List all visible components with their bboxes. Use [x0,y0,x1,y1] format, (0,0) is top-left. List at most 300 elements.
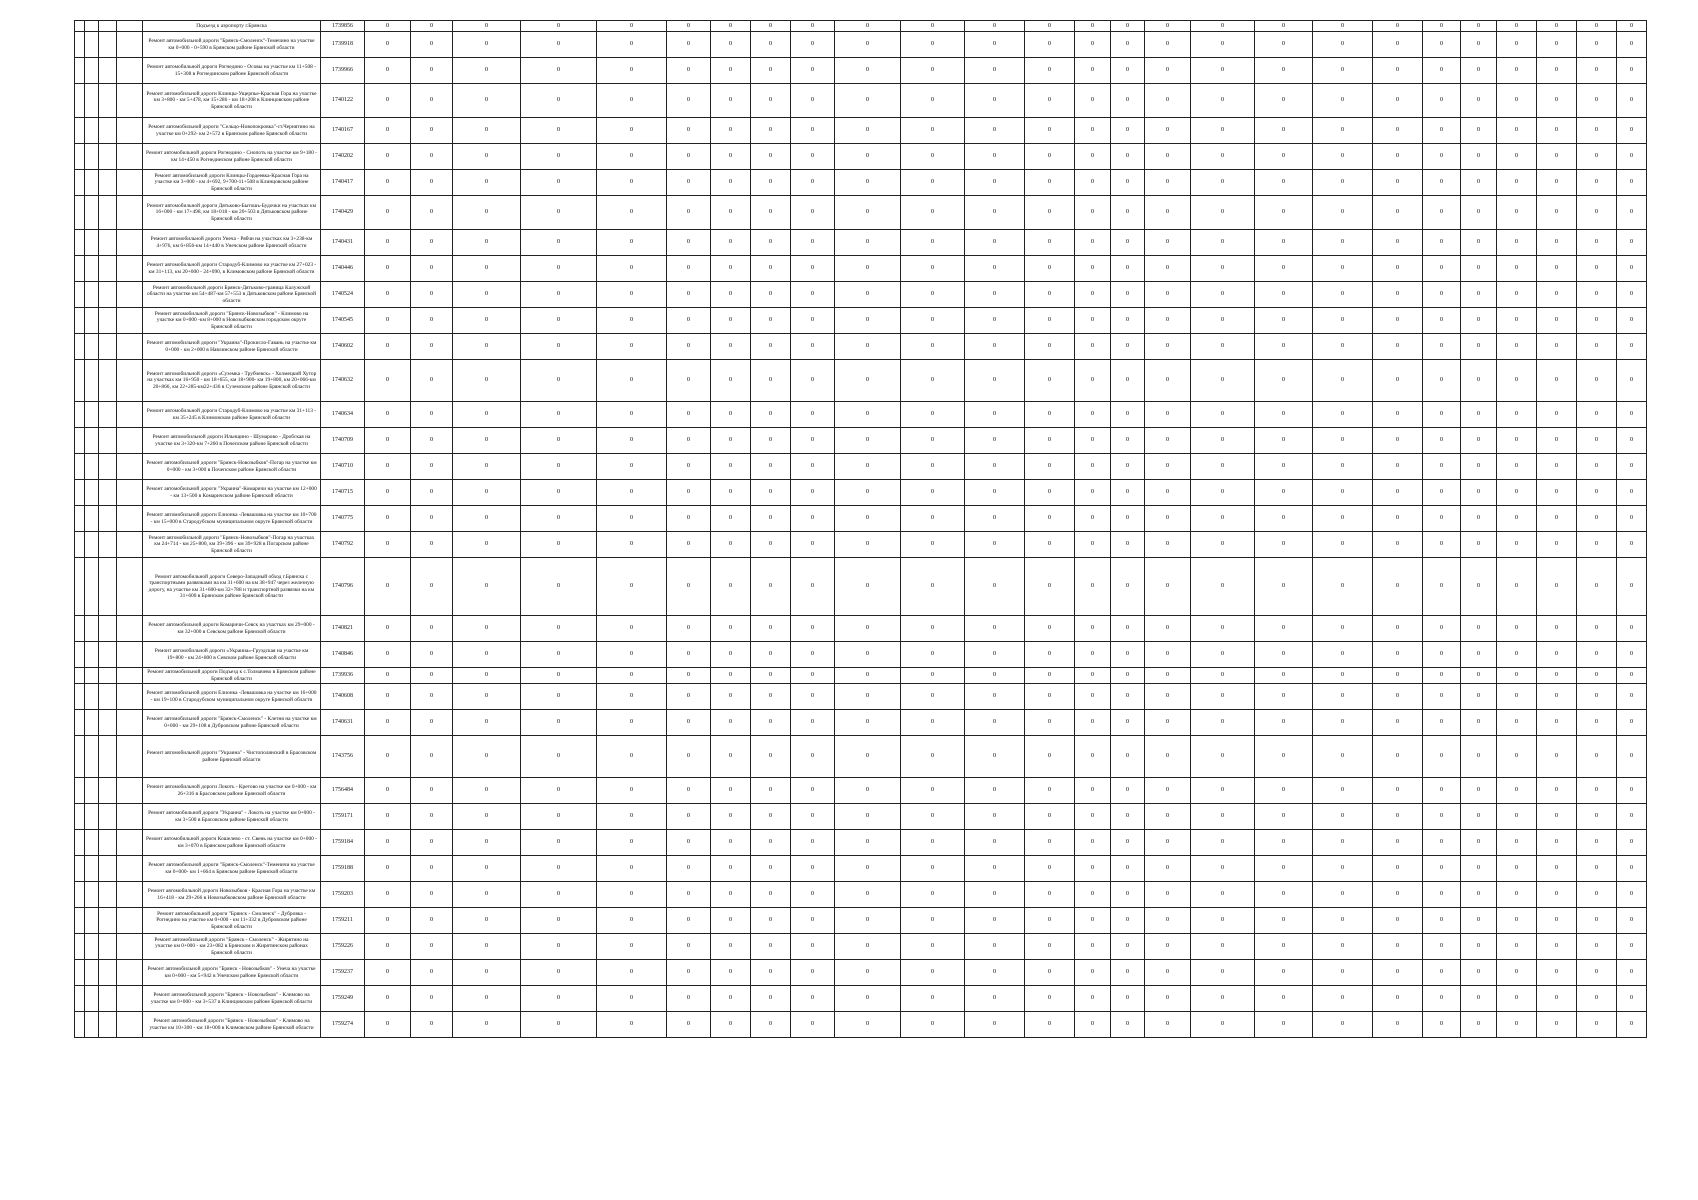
value-cell: 0 [901,230,965,256]
value-cell: 0 [597,908,667,934]
empty-cell [99,170,117,196]
empty-cell [117,118,143,144]
value-cell: 0 [1497,196,1537,230]
value-cell: 0 [1577,402,1617,428]
value-cell: 0 [1617,960,1647,986]
value-cell: 0 [1617,360,1647,402]
value-cell: 0 [1537,830,1577,856]
value-cell: 0 [1255,830,1313,856]
empty-cell [85,360,99,402]
value-cell: 0 [791,934,835,960]
value-cell: 0 [835,196,901,230]
value-cell: 0 [1423,668,1461,684]
value-cell: 0 [1313,428,1373,454]
object-code-cell: 1759226 [321,934,365,960]
value-cell: 0 [1423,558,1461,616]
value-cell: 0 [1577,230,1617,256]
value-cell: 0 [1497,256,1537,282]
empty-cell [85,684,99,710]
object-code-cell: 1759188 [321,856,365,882]
value-cell: 0 [1461,334,1497,360]
value-cell: 0 [791,402,835,428]
value-cell: 0 [1577,642,1617,668]
value-cell: 0 [1255,710,1313,736]
value-cell: 0 [1025,360,1075,402]
value-cell: 0 [1373,360,1423,402]
value-cell: 0 [1145,118,1191,144]
value-cell: 0 [965,230,1025,256]
value-cell: 0 [901,710,965,736]
value-cell: 0 [667,334,711,360]
value-cell: 0 [1075,668,1111,684]
object-code-cell: 1740122 [321,84,365,118]
value-cell: 0 [1617,402,1647,428]
value-cell: 0 [1111,986,1145,1012]
value-cell: 0 [1313,778,1373,804]
value-cell: 0 [1075,642,1111,668]
value-cell: 0 [1497,1012,1537,1038]
value-cell: 0 [667,934,711,960]
value-cell: 0 [1075,1012,1111,1038]
road-description-cell: Ремонт автомобильной дороги "Брянск-Новозыбков"-Погар на участке км 0+000 - км 3+000 в Почепском районе Брянской области [143,454,321,480]
value-cell: 0 [365,710,411,736]
value-cell: 0 [365,84,411,118]
value-cell: 0 [453,856,521,882]
value-cell: 0 [1255,986,1313,1012]
value-cell: 0 [1461,21,1497,32]
value-cell: 0 [901,804,965,830]
value-cell: 0 [1537,616,1577,642]
value-cell: 0 [1255,256,1313,282]
value-cell: 0 [597,428,667,454]
value-cell: 0 [791,308,835,334]
value-cell: 0 [1025,170,1075,196]
value-cell: 0 [1537,256,1577,282]
value-cell: 0 [1617,282,1647,308]
road-description-cell: Подъезд к аэропорту г.Брянска [143,21,321,32]
empty-cell [99,934,117,960]
value-cell: 0 [711,1012,751,1038]
value-cell: 0 [1373,118,1423,144]
value-cell: 0 [521,778,597,804]
value-cell: 0 [835,58,901,84]
empty-cell [99,684,117,710]
value-cell: 0 [835,454,901,480]
value-cell: 0 [1191,84,1255,118]
value-cell: 0 [1145,934,1191,960]
value-cell: 0 [791,778,835,804]
value-cell: 0 [1423,830,1461,856]
value-cell: 0 [1255,642,1313,668]
value-cell: 0 [1373,882,1423,908]
value-cell: 0 [835,84,901,118]
object-code-cell: 1740775 [321,506,365,532]
value-cell: 0 [1617,778,1647,804]
value-cell: 0 [521,454,597,480]
value-cell: 0 [1111,256,1145,282]
value-cell: 0 [1313,882,1373,908]
value-cell: 0 [1497,778,1537,804]
table-row [75,710,1647,736]
value-cell: 0 [1255,21,1313,32]
value-cell: 0 [411,84,453,118]
value-cell: 0 [1255,428,1313,454]
value-cell: 0 [1577,960,1617,986]
value-cell: 0 [1145,710,1191,736]
value-cell: 0 [1497,480,1537,506]
value-cell: 0 [667,882,711,908]
object-code-cell: 1756484 [321,778,365,804]
value-cell: 0 [1075,84,1111,118]
value-cell: 0 [1617,532,1647,558]
value-cell: 0 [1373,256,1423,282]
value-cell: 0 [1255,454,1313,480]
table-row [75,506,1647,532]
table-row [75,230,1647,256]
value-cell: 0 [1461,960,1497,986]
value-cell: 0 [1191,454,1255,480]
value-cell: 0 [1191,710,1255,736]
value-cell: 0 [1373,334,1423,360]
value-cell: 0 [365,642,411,668]
value-cell: 0 [751,454,791,480]
value-cell: 0 [411,882,453,908]
value-cell: 0 [521,144,597,170]
value-cell: 0 [1373,480,1423,506]
value-cell: 0 [835,616,901,642]
value-cell: 0 [521,856,597,882]
value-cell: 0 [711,856,751,882]
empty-cell [85,118,99,144]
value-cell: 0 [1577,170,1617,196]
value-cell: 0 [1191,360,1255,402]
value-cell: 0 [1255,32,1313,58]
value-cell: 0 [751,506,791,532]
empty-cell [117,428,143,454]
value-cell: 0 [901,454,965,480]
value-cell: 0 [411,334,453,360]
value-cell: 0 [365,118,411,144]
value-cell: 0 [901,856,965,882]
value-cell: 0 [1255,684,1313,710]
value-cell: 0 [453,882,521,908]
empty-cell [117,230,143,256]
value-cell: 0 [1191,21,1255,32]
value-cell: 0 [1373,736,1423,778]
value-cell: 0 [411,804,453,830]
value-cell: 0 [751,908,791,934]
empty-cell [85,32,99,58]
value-cell: 0 [411,454,453,480]
empty-cell [75,282,85,308]
value-cell: 0 [711,532,751,558]
value-cell: 0 [1497,616,1537,642]
value-cell: 0 [1255,196,1313,230]
value-cell: 0 [965,642,1025,668]
value-cell: 0 [791,616,835,642]
empty-cell [99,642,117,668]
value-cell: 0 [835,480,901,506]
value-cell: 0 [411,934,453,960]
value-cell: 0 [453,428,521,454]
value-cell: 0 [1461,32,1497,58]
value-cell: 0 [1111,684,1145,710]
value-cell: 0 [521,428,597,454]
value-cell: 0 [411,668,453,684]
empty-cell [85,58,99,84]
value-cell: 0 [1025,668,1075,684]
value-cell: 0 [1373,196,1423,230]
value-cell: 0 [521,84,597,118]
value-cell: 0 [1075,402,1111,428]
value-cell: 0 [1111,282,1145,308]
value-cell: 0 [1423,882,1461,908]
value-cell: 0 [1025,804,1075,830]
value-cell: 0 [791,480,835,506]
value-cell: 0 [965,1012,1025,1038]
value-cell: 0 [901,428,965,454]
value-cell: 0 [1025,908,1075,934]
value-cell: 0 [835,21,901,32]
value-cell: 0 [1617,230,1647,256]
value-cell: 0 [1577,778,1617,804]
value-cell: 0 [1075,532,1111,558]
value-cell: 0 [1617,334,1647,360]
empty-cell [85,84,99,118]
value-cell: 0 [597,804,667,830]
value-cell: 0 [667,428,711,454]
value-cell: 0 [1373,642,1423,668]
value-cell: 0 [1025,882,1075,908]
value-cell: 0 [1577,1012,1617,1038]
empty-cell [117,21,143,32]
value-cell: 0 [1423,642,1461,668]
table-row [75,804,1647,830]
value-cell: 0 [411,428,453,454]
value-cell: 0 [1313,118,1373,144]
value-cell: 0 [1497,934,1537,960]
value-cell: 0 [1145,736,1191,778]
value-cell: 0 [1373,934,1423,960]
value-cell: 0 [453,908,521,934]
value-cell: 0 [1025,736,1075,778]
empty-cell [75,454,85,480]
object-code-cell: 1759237 [321,960,365,986]
value-cell: 0 [411,308,453,334]
value-cell: 0 [1025,84,1075,118]
value-cell: 0 [901,196,965,230]
value-cell: 0 [365,668,411,684]
value-cell: 0 [1577,986,1617,1012]
value-cell: 0 [1461,986,1497,1012]
object-code-cell: 1739966 [321,58,365,84]
value-cell: 0 [711,480,751,506]
empty-cell [99,360,117,402]
value-cell: 0 [1025,58,1075,84]
value-cell: 0 [667,480,711,506]
value-cell: 0 [1461,118,1497,144]
value-cell: 0 [1075,616,1111,642]
value-cell: 0 [751,642,791,668]
value-cell: 0 [1537,282,1577,308]
object-code-cell: 1740632 [321,360,365,402]
empty-cell [117,506,143,532]
empty-cell [85,934,99,960]
value-cell: 0 [1313,506,1373,532]
value-cell: 0 [597,882,667,908]
value-cell: 0 [1191,428,1255,454]
value-cell: 0 [1577,684,1617,710]
empty-cell [99,144,117,170]
value-cell: 0 [1075,428,1111,454]
value-cell: 0 [751,58,791,84]
value-cell: 0 [365,830,411,856]
value-cell: 0 [1537,454,1577,480]
empty-cell [117,934,143,960]
value-cell: 0 [1145,428,1191,454]
empty-cell [99,58,117,84]
road-description-cell: Ремонт автомобильной дороги "Украина"-Комаричи на участке км 12+000 - км 13+500 в Комаричском районе Брянской области [143,480,321,506]
value-cell: 0 [1075,58,1111,84]
value-cell: 0 [751,710,791,736]
value-cell: 0 [835,778,901,804]
value-cell: 0 [1423,32,1461,58]
empty-cell [75,144,85,170]
value-cell: 0 [1617,428,1647,454]
value-cell: 0 [835,360,901,402]
value-cell: 0 [521,882,597,908]
value-cell: 0 [835,986,901,1012]
value-cell: 0 [1461,84,1497,118]
value-cell: 0 [835,882,901,908]
empty-cell [117,1012,143,1038]
value-cell: 0 [1075,282,1111,308]
value-cell: 0 [1313,282,1373,308]
value-cell: 0 [1145,960,1191,986]
value-cell: 0 [667,118,711,144]
value-cell: 0 [1191,118,1255,144]
empty-cell [75,642,85,668]
value-cell: 0 [411,196,453,230]
empty-cell [99,736,117,778]
value-cell: 0 [901,882,965,908]
empty-cell [99,1012,117,1038]
value-cell: 0 [1497,144,1537,170]
value-cell: 0 [667,58,711,84]
value-cell: 0 [1497,960,1537,986]
value-cell: 0 [597,684,667,710]
value-cell: 0 [667,736,711,778]
empty-cell [99,616,117,642]
value-cell: 0 [597,84,667,118]
empty-cell [85,986,99,1012]
object-code-cell: 1740709 [321,428,365,454]
table-row [75,856,1647,882]
value-cell: 0 [1461,616,1497,642]
value-cell: 0 [1537,480,1577,506]
table-row [75,986,1647,1012]
road-description-cell: Ремонт автомобильной дороги "Брянск-Смоленск"-Теменичи на участке км 0+000- км 1+664 в Брянском районе Брянской области [143,856,321,882]
value-cell: 0 [1191,986,1255,1012]
value-cell: 0 [1075,684,1111,710]
value-cell: 0 [1537,882,1577,908]
value-cell: 0 [1025,960,1075,986]
value-cell: 0 [667,986,711,1012]
value-cell: 0 [1537,856,1577,882]
value-cell: 0 [835,934,901,960]
value-cell: 0 [521,32,597,58]
value-cell: 0 [365,282,411,308]
value-cell: 0 [791,736,835,778]
value-cell: 0 [1255,282,1313,308]
value-cell: 0 [1191,32,1255,58]
empty-cell [117,558,143,616]
empty-cell [117,830,143,856]
value-cell: 0 [1025,21,1075,32]
value-cell: 0 [1111,506,1145,532]
value-cell: 0 [1373,402,1423,428]
value-cell: 0 [835,256,901,282]
value-cell: 0 [1025,118,1075,144]
value-cell: 0 [453,282,521,308]
value-cell: 0 [597,736,667,778]
empty-cell [75,58,85,84]
road-description-cell: Ремонт автомобильной дороги "Украина"-Прокисло-Гавань на участке км 0+000 - км 2+000 в Навлинском районе Брянской области [143,334,321,360]
value-cell: 0 [711,908,751,934]
value-cell: 0 [597,986,667,1012]
road-description-cell: Ремонт автомобильной дороги "Брянск-Новозыбков" - Климово на участке км 0+000 -км 8+000 в Новозыбковском городском округе Брянской области [143,308,321,334]
value-cell: 0 [791,144,835,170]
value-cell: 0 [1497,170,1537,196]
empty-cell [75,196,85,230]
value-cell: 0 [1111,308,1145,334]
value-cell: 0 [1075,118,1111,144]
empty-cell [99,960,117,986]
value-cell: 0 [1373,428,1423,454]
value-cell: 0 [965,856,1025,882]
empty-cell [75,830,85,856]
road-description-cell: Ремонт автомобильной дороги Дятьково-Бытошь-Будочки на участках км 16+000 - км 17+498, км 18+018 - км 20+503 в Дятьковском районе Брянской области [143,196,321,230]
value-cell: 0 [791,170,835,196]
value-cell: 0 [1075,32,1111,58]
value-cell: 0 [1373,230,1423,256]
value-cell: 0 [791,856,835,882]
value-cell: 0 [521,506,597,532]
value-cell: 0 [667,710,711,736]
value-cell: 0 [365,616,411,642]
value-cell: 0 [1537,360,1577,402]
empty-cell [85,454,99,480]
value-cell: 0 [1461,1012,1497,1038]
value-cell: 0 [1617,58,1647,84]
value-cell: 0 [453,480,521,506]
value-cell: 0 [1617,804,1647,830]
empty-cell [99,230,117,256]
value-cell: 0 [901,360,965,402]
table-row [75,558,1647,616]
value-cell: 0 [1497,986,1537,1012]
value-cell: 0 [411,642,453,668]
value-cell: 0 [711,360,751,402]
value-cell: 0 [1111,908,1145,934]
empty-cell [85,778,99,804]
table-row [75,934,1647,960]
value-cell: 0 [1461,360,1497,402]
value-cell: 0 [1461,144,1497,170]
value-cell: 0 [453,558,521,616]
value-cell: 0 [1423,230,1461,256]
value-cell: 0 [835,118,901,144]
